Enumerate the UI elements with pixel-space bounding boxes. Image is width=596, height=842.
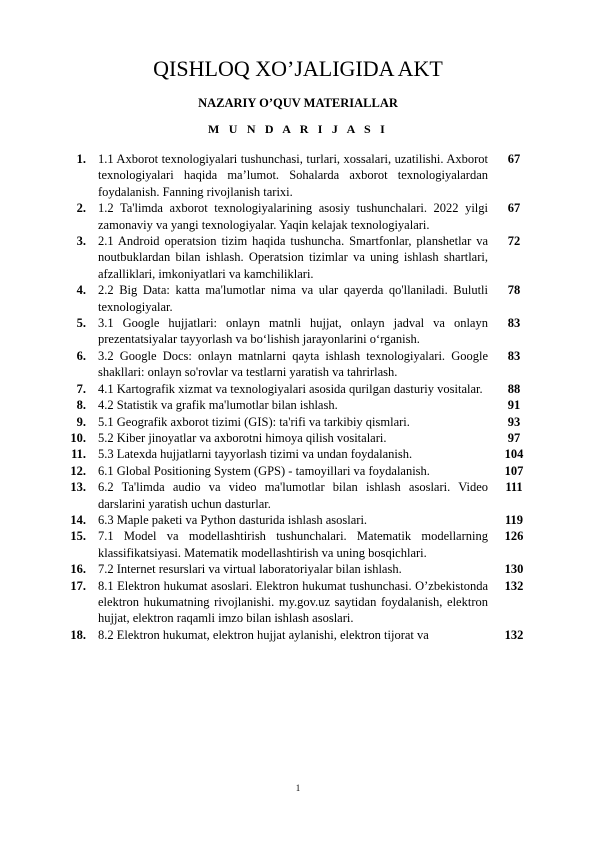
toc-row-page: 132 <box>504 578 524 593</box>
toc-row <box>58 528 536 561</box>
toc-row <box>58 397 536 413</box>
toc-row-page: 83 <box>507 348 521 363</box>
toc-row <box>58 233 536 282</box>
toc-row-page: 111 <box>505 480 523 495</box>
toc-row <box>58 446 536 462</box>
toc-row-number: 6. <box>76 348 86 363</box>
page-number: 1 <box>295 783 301 793</box>
toc-row-page: 97 <box>507 430 521 445</box>
toc-row <box>58 627 536 643</box>
toc-row-number: 13. <box>70 480 86 495</box>
document-subtitle: NAZARIY O’QUV MATERIALLAR <box>198 96 398 110</box>
toc-row <box>58 430 536 446</box>
toc-row-title: 5.2 Kiber jinoyatlar va axborotni himoya qilish vositalari. <box>98 430 387 445</box>
toc-row-title: 8.1 Elektron hukumat asoslari. Elektron hukumat tushunchasi. O’zbekistonda elektron hukumatning rivojlanishi. my.gov.uz saytidan foydalanish, elektron hujjat, elektron raqamli imzo bilan ishlash asoslari. <box>98 578 488 626</box>
toc-row-title: 8.2 Elektron hukumat, elektron hujjat aylanishi, elektron tijorat va <box>98 627 429 642</box>
toc-row-title: 6.2 Ta'limda audio va video ma'lumotlar bilan ishlash asoslari. Video darslarini yaratish uchun dasturlar. <box>98 480 488 511</box>
document-title: QISHLOQ XO’JALIGIDA AKT <box>153 56 443 81</box>
toc-row-number: 11. <box>71 447 86 462</box>
toc-row-page: 83 <box>507 316 521 331</box>
toc-row-number: 4. <box>76 283 86 298</box>
toc-row-page: 93 <box>507 414 521 429</box>
toc-row-number: 8. <box>76 398 86 413</box>
toc-row <box>58 414 536 430</box>
toc-row-page: 130 <box>504 562 524 577</box>
toc-row-number: 10. <box>70 430 86 445</box>
toc-row-title: 5.1 Geografik axborot tizimi (GIS): ta'rifi va tarkibiy qismlari. <box>98 414 410 429</box>
toc-row <box>58 578 536 627</box>
toc-row-number: 7. <box>76 381 86 396</box>
toc-row-number: 1. <box>76 152 86 166</box>
toc-row-page: 72 <box>507 234 521 249</box>
toc-row-page: 119 <box>504 512 524 527</box>
toc-row <box>58 561 536 577</box>
toc-row-number: 15. <box>70 529 86 544</box>
toc-row-number: 5. <box>76 316 86 331</box>
toc-row-page: 126 <box>504 529 524 544</box>
toc-row-title: 7.2 Internet resurslari va virtual laboratoriyalar bilan ishlash. <box>98 562 402 577</box>
toc-row-number: 3. <box>76 234 86 249</box>
toc-row-title: 3.1 Google hujjatlari: onlayn matnli hujjat, onlayn jadval va onlayn prezentatsiyalar tayyorlash va boʻlishish jarayonlarini oʻrganish. <box>98 316 488 347</box>
toc-row-number: 17. <box>70 578 86 593</box>
toc-row-page: 88 <box>507 381 521 396</box>
toc-row-number: 18. <box>70 627 86 642</box>
toc-row-page: 78 <box>507 283 521 298</box>
toc-row-title: 1.2 Ta'limda axborot texnologiyalarining asosiy tushunchalari. 2022 yilgi zamonaviy va yangi texnologiyalar. Yaqin kelajak texnologiyalari. <box>98 201 488 232</box>
toc-row-title: 6.3 Maple paketi va Python dasturida ishlash asoslari. <box>98 512 368 527</box>
toc-row <box>58 315 536 348</box>
toc-row-title: 2.1 Android operatsion tizim haqida tushuncha. Smartfonlar, planshetlar va noutbuklardan bilan ishlash. Operatsion tizimlar va uning ishlash shartlari, afzalliklari, imkoniyatlari va kamchiliklari. <box>98 234 488 281</box>
toc-row-page: 107 <box>504 463 524 478</box>
toc-row <box>58 512 536 528</box>
toc-row-title: 2.2 Big Data: katta ma'lumotlar nima va ular qayerda qo'llaniladi. Bulutli texnologiyalar. <box>98 283 488 314</box>
toc-row <box>58 348 536 381</box>
toc-row-title: 4.1 Kartografik xizmat va texnologiyalari asosida qurilgan dasturiy vositalar. <box>98 381 483 396</box>
toc-row-number: 2. <box>76 201 86 216</box>
toc-row-title: 5.3 Latexda hujjatlarni tayyorlash tizimi va undan foydalanish. <box>98 447 413 462</box>
toc-row <box>58 463 536 479</box>
toc-row <box>58 479 536 512</box>
toc-heading: M U N D A R I J A S I <box>208 122 388 136</box>
toc-row-number: 12. <box>70 463 86 478</box>
toc-row-number: 14. <box>70 512 86 527</box>
toc-row-page: 132 <box>504 627 524 642</box>
toc-row <box>58 381 536 397</box>
toc-row-title: 4.2 Statistik va grafik ma'lumotlar bilan ishlash. <box>98 398 338 413</box>
table-of-contents <box>58 151 536 643</box>
toc-row-page: 91 <box>507 398 521 413</box>
toc-row <box>58 200 536 233</box>
toc-row-page: 67 <box>507 201 521 216</box>
toc-row-number: 9. <box>76 414 86 429</box>
toc-row-title: 1.1 Axborot texnologiyalari tushunchasi, turlari, xossalari, uzatilishi. Axborot texnologiyalari haqida ma’lumot. Sohalarda axborot texnologiyalardan foydalanish. Fanning rivojlanish tarixi. <box>98 152 488 199</box>
toc-row-page: 104 <box>504 447 524 462</box>
toc-row-title: 3.2 Google Docs: onlayn matnlarni qayta ishlash texnologiyalari. Google shakllari: onlayn so'rovlar va testlarni yaratish va tahrirlash. <box>98 348 488 380</box>
toc-row-title: 7.1 Model va modellashtirish tushunchalari. Matematik modellarning klassifikatsiyasi. Matematik modellashtirish va uning bosqichlari. <box>98 529 488 560</box>
toc-row-number: 16. <box>70 562 86 577</box>
toc-row-page: 67 <box>507 152 521 166</box>
toc-row <box>58 151 536 200</box>
toc-row <box>58 282 536 315</box>
toc-row-title: 6.1 Global Positioning System (GPS) - tamoyillari va foydalanish. <box>98 463 430 478</box>
